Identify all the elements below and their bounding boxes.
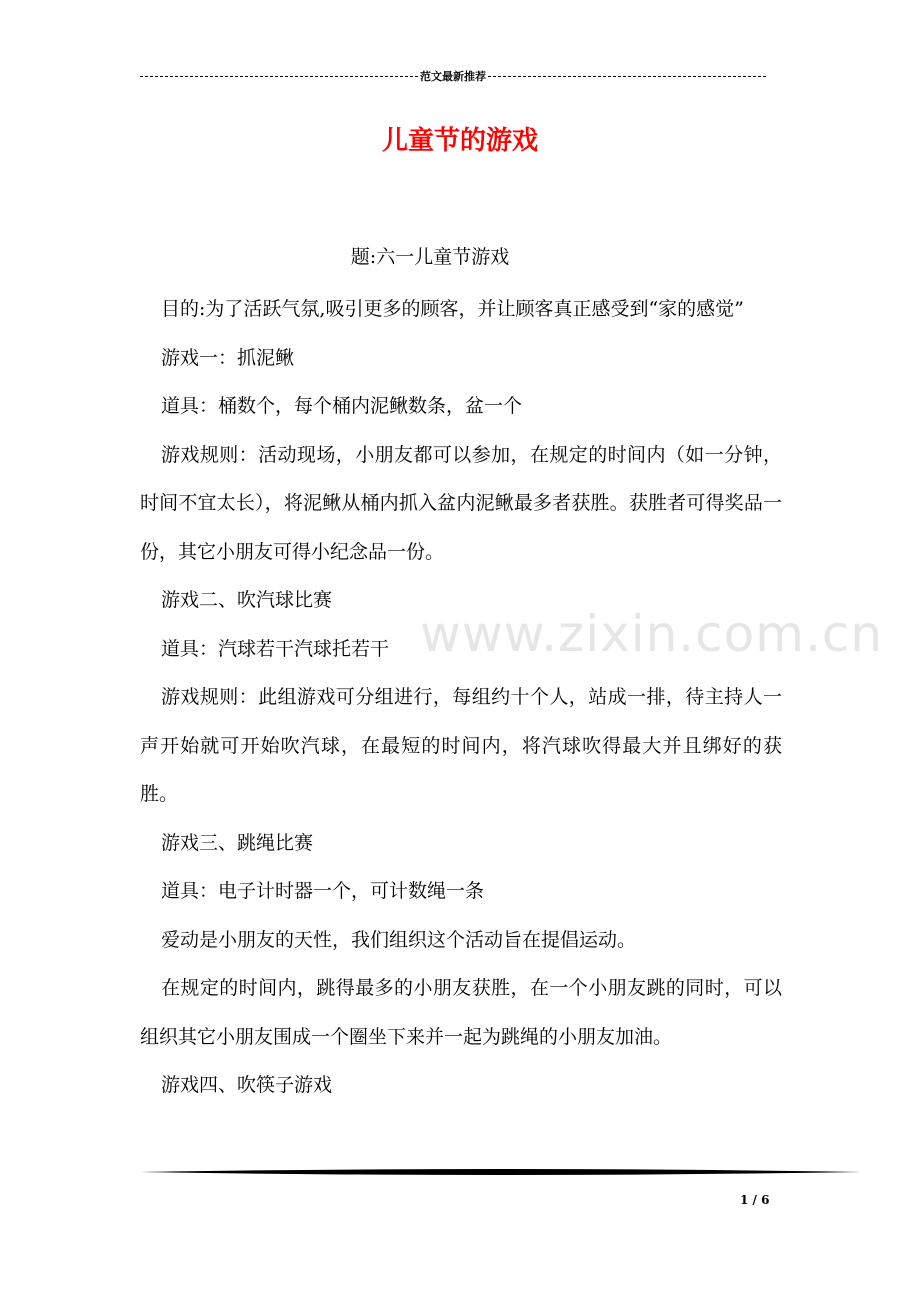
paragraph-game2-heading: 游戏二、吹汽球比赛 [161,589,333,611]
paragraph-game2-props: 道具：汽球若干汽球托若干 [161,637,390,660]
watermark: www.zixin.com.cn [420,605,884,663]
document-subtitle: 题:六一儿童节游戏 [350,246,510,268]
paragraph-game3-heading: 游戏三、跳绳比赛 [161,831,314,854]
page-header [140,66,766,86]
paragraph-purpose: 目的:为了活跃气氛,吸引更多的顾客，并让顾客真正感受到“家的感觉” [161,298,744,320]
paragraph-game3-intro: 爱动是小朋友的天性，我们组织这个活动旨在提倡运动。 [161,928,637,951]
header-label: 范文最新推荐 [420,70,486,83]
document-body [140,285,782,1110]
paragraph-game2-rules: 游戏规则：此组游戏可分组进行，每组约十个人，站成一排，待主持人一声开始就可开始吹汽球，在最短的时间内，将汽球吹得最大并且绑好的获胜。 [140,686,782,805]
paragraph-game3-rules: 在规定的时间内，跳得最多的小朋友获胜，在一个小朋友跳的同时，可以组织其它小朋友围成一个圈坐下来并一起为跳绳的小朋友加油。 [140,977,782,1048]
header-dash-right [488,76,766,77]
header-dash-left [140,76,418,77]
paragraph-game1-heading: 游戏一：抓泥鳅 [161,346,295,369]
paragraph-game1-props: 道具：桶数个，每个桶内泥鳅数条，盆一个 [161,395,523,417]
paragraph-game4-heading: 游戏四、吹筷子游戏 [161,1074,333,1096]
footer-rule [140,1166,862,1178]
document-title: 儿童节的游戏 [381,126,538,156]
paragraph-game1-rules: 游戏规则：活动现场，小朋友都可以参加，在规定的时间内（如一分钟，时间不宜太长），将泥鳅从桶内抓入盆内泥鳅最多者获胜。获胜者可得奖品一份，其它小朋友可得小纪念品一份。 [140,443,782,563]
paragraph-game3-props: 道具：电子计时器一个，可计数绳一条 [161,880,485,902]
page-number: 1 / 6 [740,1193,770,1207]
